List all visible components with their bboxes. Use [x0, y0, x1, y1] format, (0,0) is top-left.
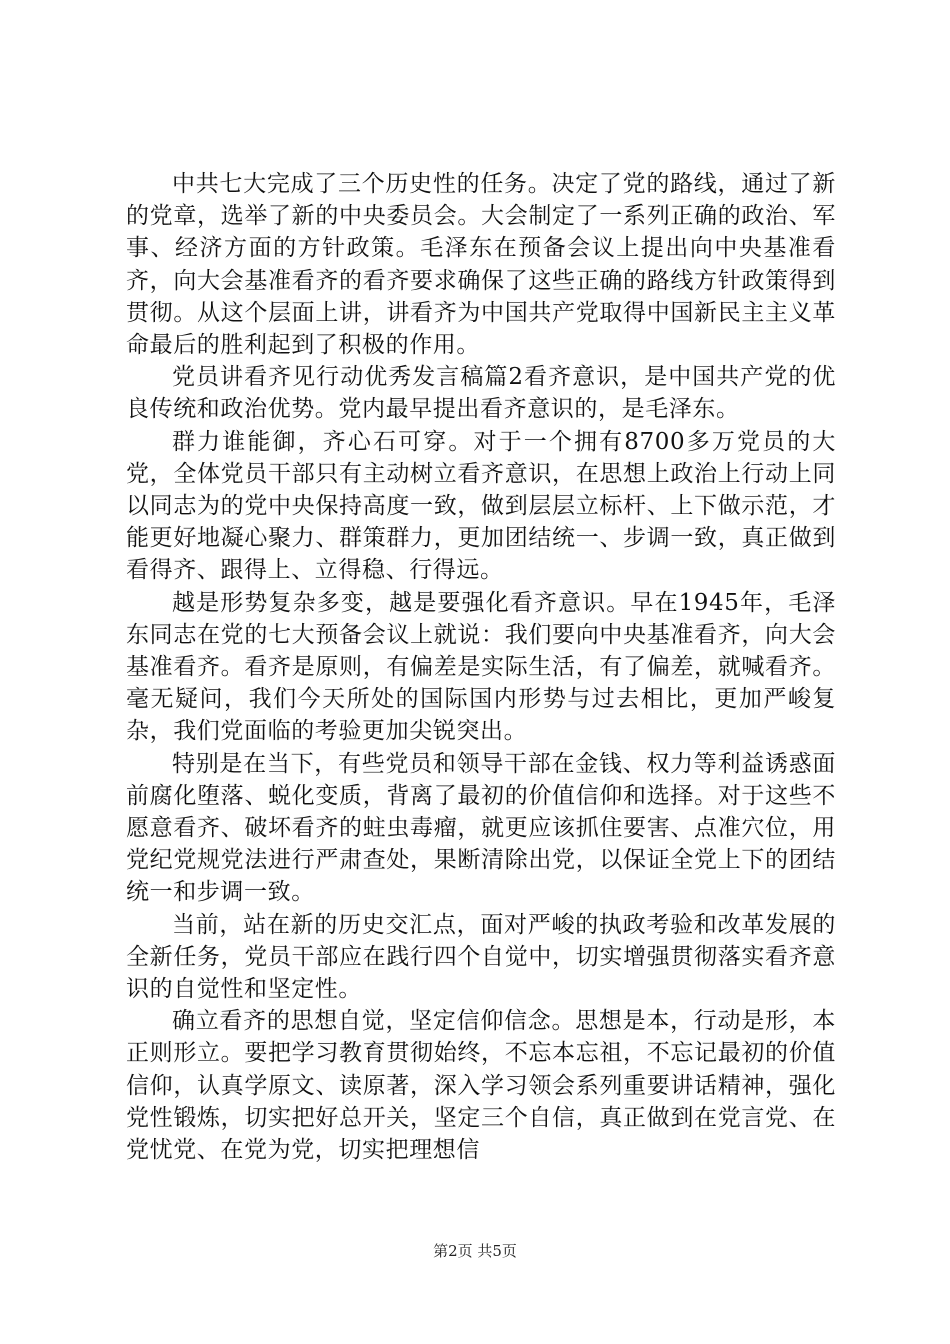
paragraph-3: 群力谁能御，齐心石可穿。对于一个拥有8700多万党员的大党，全体党员干部只有主动树立看齐意识，在思想上政治上行动上同以同志为的党中央保持高度一致，做到层层立标杆、上下做示范，才能更好地凝心聚力、群策群力，更加团结统一、步调一致，真正做到看得齐、跟得上、立得稳、行得远。: [126, 428, 836, 584]
page-number-footer: 第2页 共5页: [433, 1242, 517, 1260]
paragraph-6: 当前，站在新的历史交汇点，面对严峻的执政考验和改革发展的全新任务，党员干部应在践行四个自觉中，切实增强贯彻落实看齐意识的自觉性和坚定性。: [126, 911, 836, 1003]
paragraph-4: 越是形势复杂多变，越是要强化看齐意识。早在1945年，毛泽东同志在党的七大预备会议上就说：我们要向中央基准看齐，向大会基准看齐。看齐是原则，有偏差是实际生活，有了偏差，就喊看齐。毫无疑问，我们今天所处的国际国内形势与过去相比，更加严峻复杂，我们党面临的考验更加尖锐突出。: [126, 589, 836, 745]
paragraph-2: 党员讲看齐见行动优秀发言稿篇2看齐意识，是中国共产党的优良传统和政治优势。党内最早提出看齐意识的，是毛泽东。: [126, 364, 836, 423]
paragraph-1: 中共七大完成了三个历史性的任务。决定了党的路线，通过了新的党章，选举了新的中央委员会。大会制定了一系列正确的政治、军事、经济方面的方针政策。毛泽东在预备会议上提出向中央基准看齐，向大会基准看齐的看齐要求确保了这些正确的路线方针政策得到贯彻。从这个层面上讲，讲看齐为中国共产党取得中国新民主主义革命最后的胜利起到了积极的作用。: [126, 171, 836, 359]
document-body: [126, 168, 836, 1166]
paragraph-7: 确立看齐的思想自觉，坚定信仰信念。思想是本，行动是形，本正则形立。要把学习教育贯彻始终，不忘本忘祖，不忘记最初的价值信仰，认真学原文、读原著，深入学习领会系列重要讲话精神，强化党性锻炼，切实把好总开关，坚定三个自信，真正做到在党言党、在党忧党、在党为党，切实把理想信: [126, 1008, 836, 1164]
paragraph-5: 特别是在当下，有些党员和领导干部在金钱、权力等利益诱惑面前腐化堕落、蜕化变质，背离了最初的价值信仰和选择。对于这些不愿意看齐、破坏看齐的蛀虫毒瘤，就更应该抓住要害、点准穴位，用党纪党规党法进行严肃查处，果断清除出党，以保证全党上下的团结统一和步调一致。: [126, 750, 836, 906]
